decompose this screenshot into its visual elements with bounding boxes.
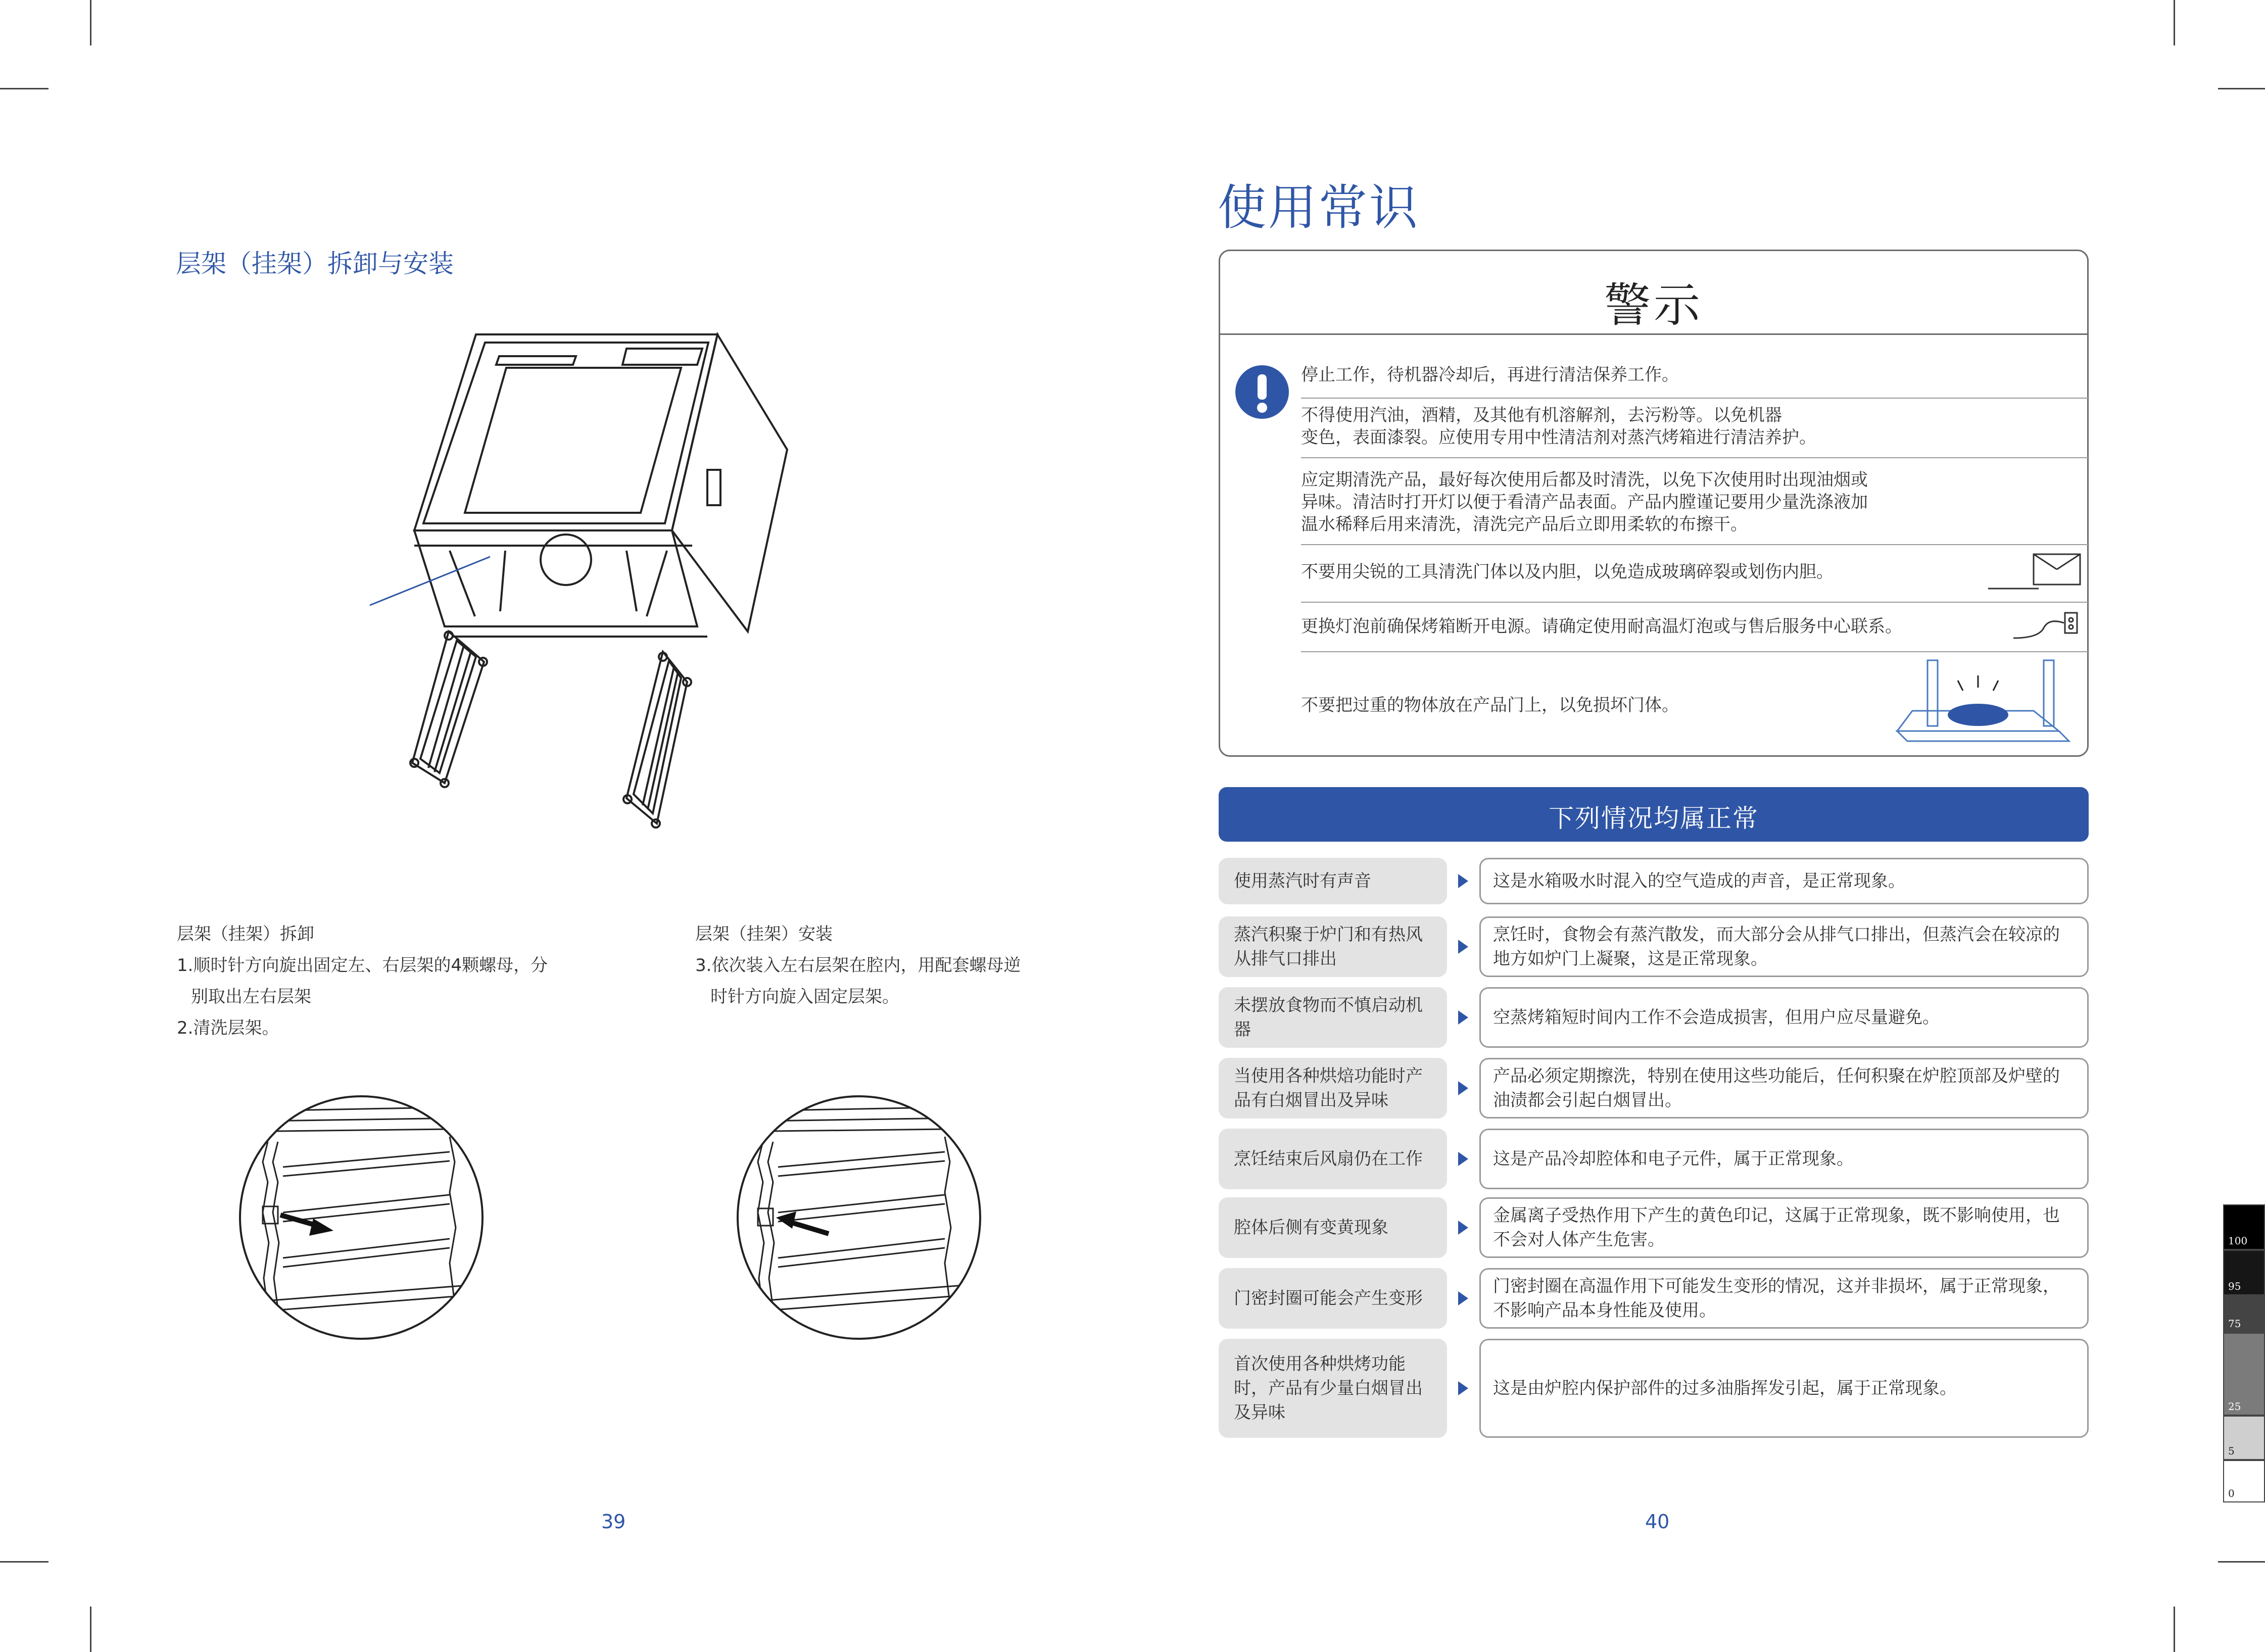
removal-detail-illustration xyxy=(232,1091,495,1344)
arrow-right-icon xyxy=(1458,874,1468,888)
warning-item-clean-cont: 异味。清洁时打开灯以便于看清产品表面。产品内膛谨记要用少量洗涤液加 xyxy=(1301,492,1868,512)
crop-mark xyxy=(2218,1561,2265,1563)
crop-mark xyxy=(0,88,49,89)
color-swatch-100: 100 xyxy=(2223,1204,2265,1250)
arrow-right-icon xyxy=(1458,1221,1468,1235)
warning-item-stop: 停止工作，待机器冷却后，再进行清洁保养工作。 xyxy=(1301,365,1679,385)
warning-item-solvents: 不得使用汽油，酒精，及其他有机溶解剂，去污粉等。以免机器 xyxy=(1301,405,1782,425)
crop-mark xyxy=(2218,88,2265,89)
situation-cell: 未摆放食物而不慎启动机器 xyxy=(1219,987,1447,1048)
explanation-cell: 这是水箱吸水时混入的空气造成的声音，是正常现象。 xyxy=(1479,858,2089,904)
glass-panel-icon xyxy=(1983,550,2084,596)
page-number-right: 40 xyxy=(1645,1511,1670,1533)
crop-mark xyxy=(90,1607,91,1652)
situation-cell: 门密封圈可能会产生变形 xyxy=(1219,1268,1447,1329)
removal-step-2: 2.清洗层架。 xyxy=(177,1018,279,1038)
crop-mark xyxy=(90,0,91,45)
explanation-cell: 金属离子受热作用下产生的黄色印记，这属于正常现象，既不影响使用，也不会对人体产生危害。 xyxy=(1479,1197,2089,1258)
section-title: 层架（挂架）拆卸与安装 xyxy=(176,249,454,278)
warning-header xyxy=(1220,251,2087,335)
arrow-right-icon xyxy=(1458,940,1468,954)
removal-step-1-cont: 别取出左右层架 xyxy=(191,987,311,1007)
warning-item-bulb: 更换灯泡前确保烤箱断开电源。请确定使用耐高温灯泡或与售后服务中心联系。 xyxy=(1301,616,1902,637)
situation-cell: 当使用各种烘焙功能时产品有白烟冒出及异味 xyxy=(1219,1058,1447,1119)
power-plug-icon xyxy=(2008,608,2084,648)
warning-item-door: 不要把过重的物体放在产品门上，以免损坏门体。 xyxy=(1301,695,1679,715)
warning-item-clean: 应定期清洗产品，最好每次使用后都及时清洗，以免下次使用时出现油烟或 xyxy=(1301,470,1868,490)
situation-cell: 烹饪结束后风扇仍在工作 xyxy=(1219,1129,1447,1189)
situation-cell: 使用蒸汽时有声音 xyxy=(1219,858,1447,904)
divider xyxy=(1301,544,2089,545)
crop-mark xyxy=(2174,1607,2175,1652)
warning-heading: 警示 xyxy=(1604,278,1703,332)
install-heading: 层架（挂架）安装 xyxy=(695,924,833,944)
page-number-left: 39 xyxy=(601,1511,626,1533)
color-swatch-0: 0 xyxy=(2223,1460,2265,1502)
situation-cell: 腔体后侧有变黄现象 xyxy=(1219,1197,1447,1258)
divider xyxy=(1301,457,2089,458)
arrow-right-icon xyxy=(1458,1381,1468,1395)
crop-mark xyxy=(0,1561,49,1563)
normal-situations-title: 下列情况均属正常 xyxy=(1549,804,1759,833)
divider xyxy=(1301,651,2089,652)
install-detail-illustration xyxy=(728,1091,990,1344)
divider xyxy=(1301,398,2089,399)
arrow-right-icon xyxy=(1458,1010,1468,1025)
warning-item-sharp-tools: 不要用尖锐的工具清洗门体以及内胆，以免造成玻璃碎裂或划伤内胆。 xyxy=(1301,562,1834,582)
situation-cell: 蒸汽积聚于炉门和有热风从排气口排出 xyxy=(1219,916,1447,977)
explanation-cell: 这是产品冷却腔体和电子元件，属于正常现象。 xyxy=(1479,1129,2089,1189)
color-swatch-75: 75 xyxy=(2223,1295,2265,1333)
removal-heading: 层架（挂架）拆卸 xyxy=(177,924,314,944)
crop-mark xyxy=(2174,0,2175,45)
divider xyxy=(1301,602,2089,603)
color-swatch-95: 95 xyxy=(2223,1250,2265,1295)
arrow-right-icon xyxy=(1458,1081,1468,1095)
color-swatch-5: 5 xyxy=(2223,1416,2265,1460)
explanation-cell: 烹饪时，食物会有蒸汽散发，而大部分会从排气口排出，但蒸汽会在较凉的地方如炉门上凝聚，这是正常现象。 xyxy=(1479,916,2089,977)
normal-situations-header xyxy=(1219,787,2089,842)
explanation-cell: 门密封圈在高温作用下可能发生变形的情况，这并非损坏，属于正常现象，不影响产品本身性能及使用。 xyxy=(1479,1268,2089,1329)
warning-box xyxy=(1219,250,2089,757)
color-swatch-25: 25 xyxy=(2223,1333,2265,1416)
install-step-3-cont: 时针方向旋入固定层架。 xyxy=(710,987,899,1007)
warning-item-solvents-cont: 变色，表面漆裂。应使用专用中性清洁剂对蒸汽烤箱进行清洁养护。 xyxy=(1301,427,1816,448)
explanation-cell: 这是由炉腔内保护部件的过多油脂挥发引起，属于正常现象。 xyxy=(1479,1339,2089,1438)
install-step-3: 3.依次装入左右层架在腔内，用配套螺母逆 xyxy=(695,955,1021,976)
explanation-cell: 产品必须定期擦洗，特别在使用这些功能后，任何积聚在炉腔顶部及炉壁的油渍都会引起白烟冒出。 xyxy=(1479,1058,2089,1119)
arrow-right-icon xyxy=(1458,1291,1468,1305)
situation-cell: 首次使用各种烘烤功能时，产品有少量白烟冒出及异味 xyxy=(1219,1339,1447,1438)
arrow-right-icon xyxy=(1458,1152,1468,1166)
removal-step-1: 1.顺时针方向旋出固定左、右层架的4颗螺母，分 xyxy=(177,955,548,976)
warning-item-clean-cont2: 温水稀释后用来清洗，清洗完产品后立即用柔软的布擦干。 xyxy=(1301,514,1748,535)
exclamation-icon xyxy=(1234,364,1290,420)
explanation-cell: 空蒸烤箱短时间内工作不会造成损害，但用户应尽量避免。 xyxy=(1479,987,2089,1048)
oven-rack-illustration xyxy=(364,328,818,834)
page-title: 使用常识 xyxy=(1218,179,1420,236)
oven-door-weight-icon xyxy=(1892,655,2084,751)
